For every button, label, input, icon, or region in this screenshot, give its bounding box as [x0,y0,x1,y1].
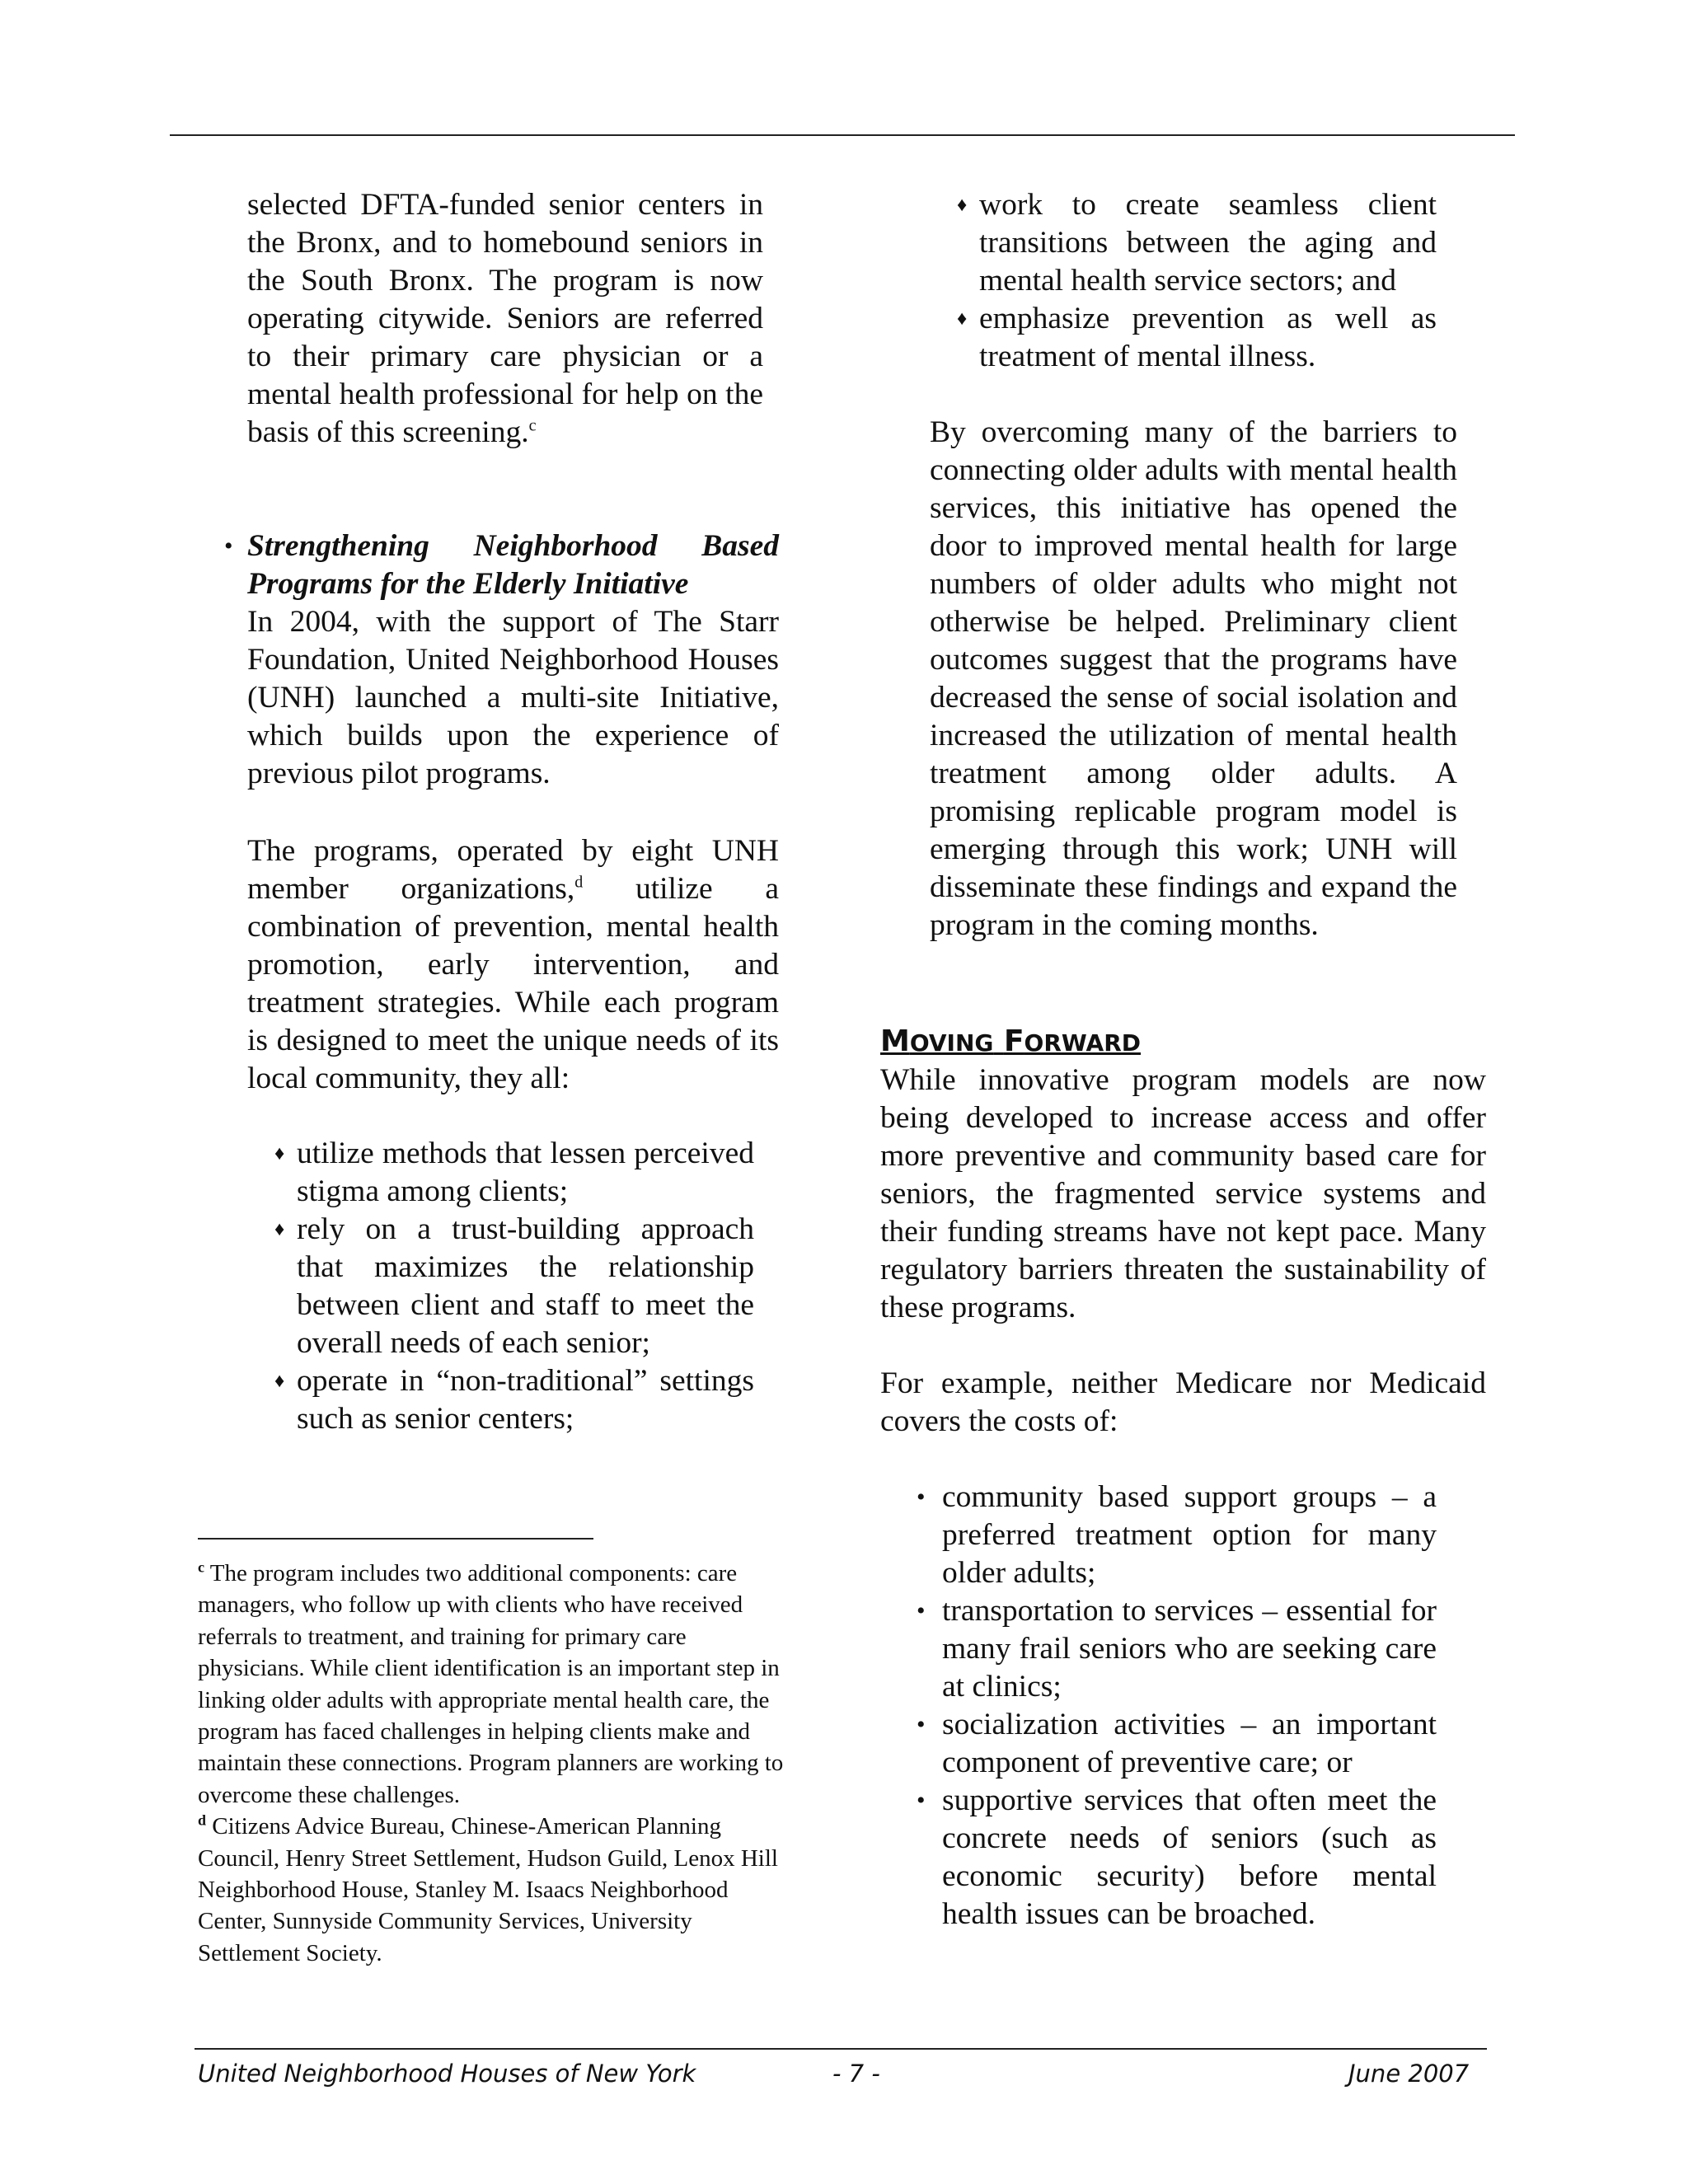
list-item: • community based support groups – a preferred treatment option for many older adults; [917,1480,1437,1590]
list-item: ♦ operate in “non-traditional” settings such as senior centers; [274,1364,754,1436]
initiative-body: In 2004, with the support of The Starr Foundation, United Neighborhood Houses (UNH) launched a multi-site Initiative, which builds upon the experience of previous pilot programs. [247,605,779,790]
footnote-c: $^c$ The program includes two additional components: care managers, who follow up with clients who have received referrals to treatment, and training for primary care physicians. While client identification is an important step in linking older adults with appropriate mental health care, the program has faced challenges in helping clients make and maintain these connections. Program planners are working to overcome these challenges. [198,1558,784,1808]
initiative-bullet [224,527,779,793]
list-item: ♦ utilize methods that lessen perceived stigma among clients; [274,1137,754,1208]
bullet-dot-marker: • [917,1483,926,1511]
initiative-heading: Strengthening Neighborhood Based Programs for the Elderly Initiative [247,529,779,601]
diamond-marker: ♦ [274,1371,285,1392]
left-intro-paragraph [247,186,763,452]
diamond-marker: ♦ [957,308,968,330]
bottom-rule [195,2048,1487,2050]
page-number: - 7 - [832,2060,880,2088]
diamond-marker: ♦ [274,1219,285,1240]
list-item: ♦ emphasize prevention as well as treatment of mental illness. [957,302,1437,373]
footer-date: June 2007 [1348,2060,1470,2088]
footnote-ref-c[interactable]: c [528,416,537,435]
overcoming-paragraph: By overcoming many of the barriers to connecting older adults with mental health services, this initiative has opened the door to improved mental health for large numbers of older adults who might not otherwise be helped. Preliminary client outcomes suggest that the programs have decreased the sense of social isolation and increased the utilization of mental health treatment among older adults. A promising replicable program model is emerging through this work; UNH will disseminate these findings and expand the program in the coming months. [930,415,1457,942]
top-rule [170,134,1515,136]
programs-text-a: The programs, operated by eight UNH member organizations, [247,834,779,906]
diamond-marker: ♦ [957,194,968,216]
left-intro-text: selected DFTA-funded senior centers in the Bronx, and to homebound seniors in the South Bronx. The program is now operating citywide. Seniors are referred to their primary care physician or a mental health professional for help on the basis of this screening. [247,188,763,449]
bullet-dot-marker: • [917,1597,926,1624]
list-item: ♦ work to create seamless client transitions between the aging and mental health service sectors; and [957,188,1437,298]
list-item: • transportation to services – essential for many frail seniors who are seeking care at clinics; [917,1594,1437,1704]
left-diamond-list [274,1135,754,1438]
footnote-d: $^d$ Citizens Advice Bureau, Chinese-American Planning Council, Henry Street Settlement, Hudson Guild, Lenox Hill Neighborhood House, Stanley M. Isaacs Neighborhood Center, Sunnyside Community Services, University Settlement Society. [198,1811,778,1966]
moving-forward-paragraph: While innovative program models are now being developed to increase access and offer more preventive and community based care for seniors, the fragmented service systems and their funding streams have not kept pace. Many regulatory barriers threaten the sustainability of these programs. [880,1063,1486,1324]
right-diamond-list [957,186,1437,376]
programs-paragraph [247,832,779,1098]
list-item: • supportive services that often meet the concrete needs of seniors (such as economic security) before mental health issues can be broached. [917,1783,1437,1931]
bullet-dot-marker: • [917,1787,926,1814]
list-item: • socialization activities – an important component of preventive care; or [917,1708,1437,1779]
footnotes [198,1558,791,1969]
right-dot-list [917,1479,1437,1933]
section-title-moving-forward: MOVING FORWARD [880,1024,1141,1058]
list-item: ♦ rely on a trust-building approach that maximizes the relationship between client and staff to meet the overall needs of each senior; [274,1212,754,1360]
bullet-dot-marker: • [224,532,233,560]
footnote-separator [198,1538,593,1540]
footnote-ref-d[interactable]: d [574,873,584,892]
programs-text-b: utilize a combination of prevention, mental health promotion, early intervention, and treatment strategies. While each program is designed to meet the unique needs of its local community, they all: [247,872,779,1095]
footer-org: United Neighborhood Houses of New York [198,2060,696,2088]
diamond-marker: ♦ [274,1143,285,1165]
example-paragraph: For example, neither Medicare nor Medicaid covers the costs of: [880,1366,1486,1438]
bullet-dot-marker: • [917,1711,926,1738]
